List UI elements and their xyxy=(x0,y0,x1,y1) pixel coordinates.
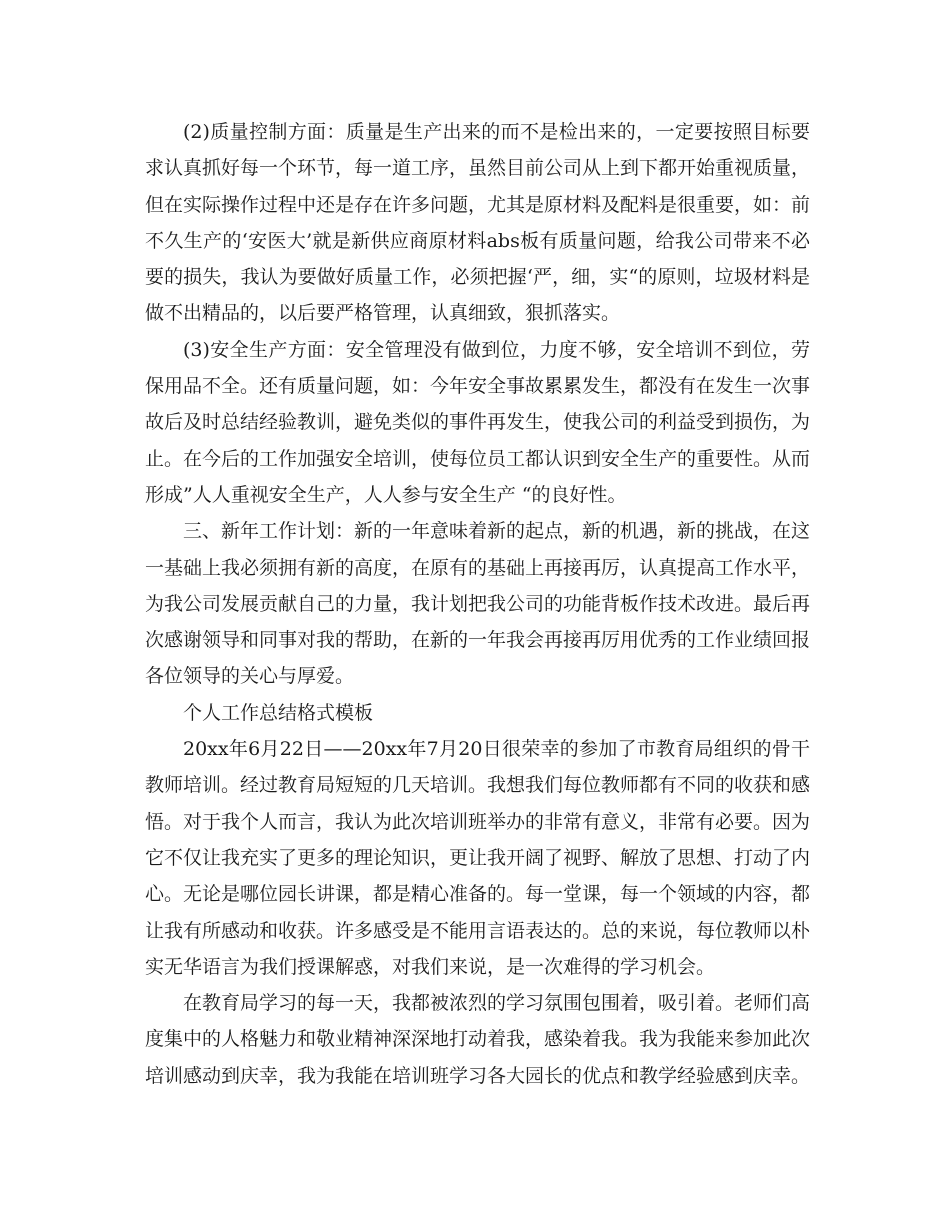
paragraph-safety-production: (3)安全生产方面：安全管理没有做到位，力度不够，安全培训不到位，劳保用品不全。还有质量问题，如：今年安全事故累累发生，都没有在发生一次事故后及时总结经验教训，避免类似的事件再发生，使我公司的利益受到损伤，为止。在今后的工作加强安全培训，使每位员工都认识到安全生产的重要性。从而形成”人人重视安全生产，人人参与安全生产 “的良好性。 xyxy=(145,338,811,506)
section-heading: 个人工作总结格式模板 xyxy=(183,701,374,724)
paragraph-new-year-plan: 三、新年工作计划：新的一年意味着新的起点，新的机遇，新的挑战，在这一基础上我必须拥有新的高度，在原有的基础上再接再厉，认真提高工作水平，为我公司发展贡献自己的力量，我计划把我公司的功能背板作技术改进。最后再次感谢领导和同事对我的帮助，在新的一年我会再接再厉用优秀的工作业绩回报各位领导的关心与厚爱。 xyxy=(145,520,811,688)
paragraph-training-experience: 在教育局学习的每一天，我都被浓烈的学习氛围包围着，吸引着。老师们高度集中的人格魅力和敬业精神深深地打动着我，感染着我。我为我能来参加此次培训感动到庆幸，我为我能在培训班学习各大园长的优点和教学经验感到庆幸。 xyxy=(145,992,811,1087)
paragraph-quality-control: (2)质量控制方面：质量是生产出来的而不是检出来的，一定要按照目标要求认真抓好每一个环节，每一道工序，虽然目前公司从上到下都开始重视质量，但在实际操作过程中还是存在许多问题，尤其是原材料及配料是很重要，如：前不久生产的‘安医大’就是新供应商原材料abs板有质量问题，给我公司带来不必要的损失，我认为要做好质量工作，必须把握‘严，细，实“的原则，垃圾材料是做不出精品的，以后要严格管理，认真细致，狠抓落实。 xyxy=(145,121,811,325)
paragraph-training-intro: 20xx年6月22日——20xx年7月20日很荣幸的参加了市教育局组织的骨干教师培训。经过教育局短短的几天培训。我想我们每位教师都有不同的收获和感悟。对于我个人而言，我认为此次培训班举办的非常有意义，非常有必要。因为它不仅让我充实了更多的理论知识，更让我开阔了视野、解放了思想、打动了内心。无论是哪位园长讲课，都是精心准备的。每一堂课，每一个领域的内容，都让我有所感动和收获。许多感受是不能用言语表达的。总的来说，每位教师以朴实无华语言为我们授课解惑，对我们来说，是一次难得的学习机会。 xyxy=(145,738,811,978)
document-body xyxy=(145,114,810,1094)
